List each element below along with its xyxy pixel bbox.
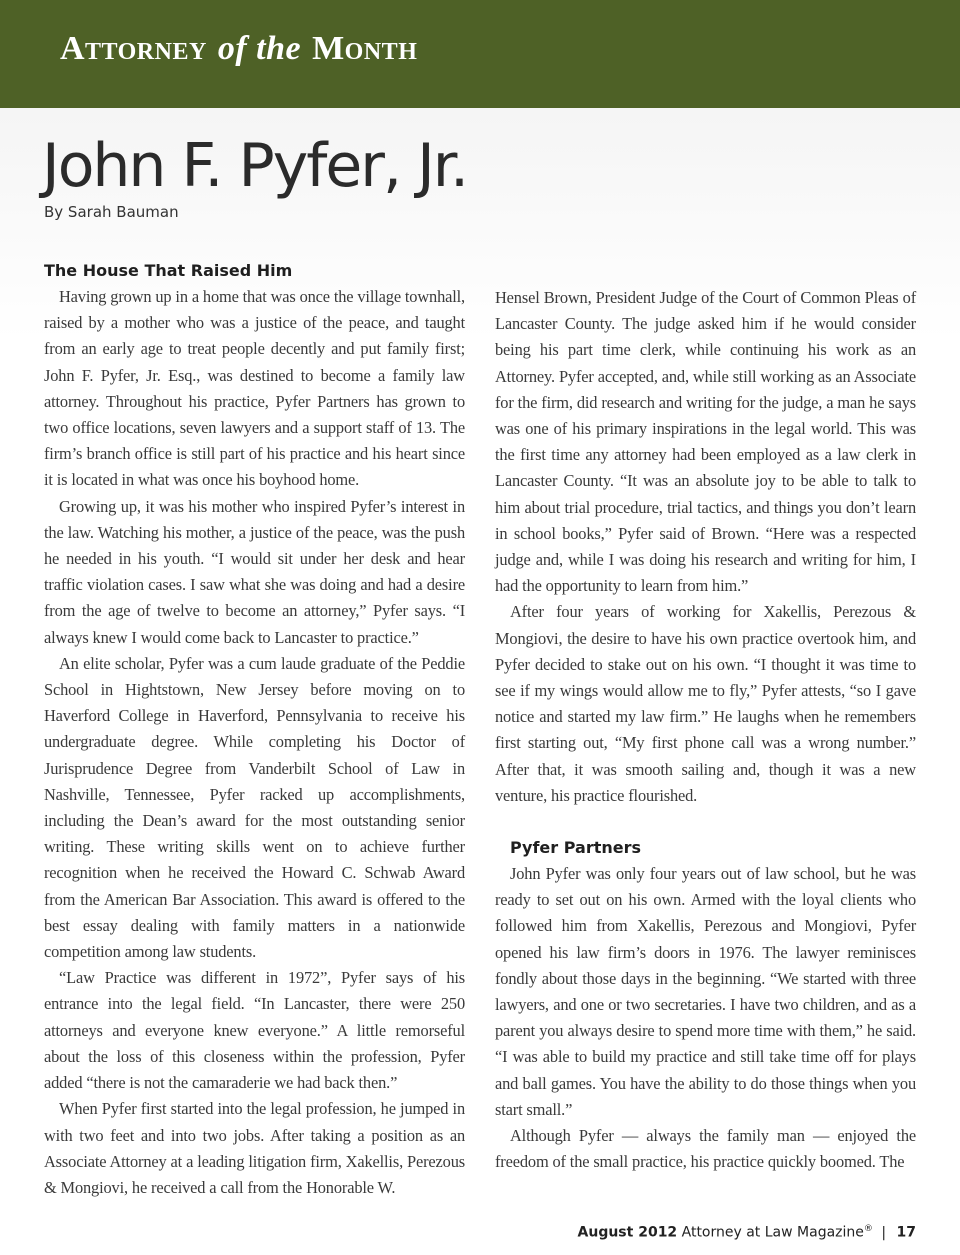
article-title: John F. Pyfer, Jr. <box>42 131 468 201</box>
registered-mark: ® <box>863 1224 873 1234</box>
section-title-part1: Attorney <box>60 30 207 67</box>
issue-date: August 2012 <box>577 1224 678 1241</box>
left-column <box>44 258 465 1201</box>
section-banner <box>0 0 960 108</box>
section-title-part2: Month <box>312 30 418 67</box>
paragraph: When Pyfer first started into the legal profession, he jumped in with two feet and into two jobs. After taking a position as an Associate Attorney at a leading litigation firm, Xakellis, Perezous & Mongiovi, he received a call from the Honorable W. <box>44 1099 465 1197</box>
footer-separator: | <box>881 1224 887 1241</box>
paragraph: Hensel Brown, President Judge of the Court of Common Pleas of Lancaster County. The judge asked him if he would consider being his part time clerk, while continuing his work as an Attorney. Pyfer accepted, and, while still working as an Associate for the firm, did research and writing for the judge, a man he says was one of his primary inspirations in the legal world. This was the first time any attorney had been employed as a law clerk in Lancaster County. “It was an absolute joy to be able to talk to him about trial procedure, trial tactics, and things you don’t learn in school books,” Pyfer said of Brown. “Here was a respected judge and, while I was doing his research and writing for him, I had the opportunity to learn from him.” <box>495 288 916 596</box>
page-footer <box>578 1218 916 1244</box>
paragraph: “Law Practice was different in 1972”, Pyfer says of his entrance into the legal field. “In Lancaster, there were 250 attorneys and everyone knew everyone.” A little remorseful about the loss of this closeness within the profession, Pyfer added “there is not the camaraderie we had back then.” <box>44 968 465 1093</box>
right-column <box>495 285 916 1176</box>
publication-name: Attorney at Law Magazine <box>681 1224 864 1241</box>
paragraph: Growing up, it was his mother who inspired Pyfer’s interest in the law. Watching his mother, a justice of the peace, was the push he needed in his youth. “I would sit under her desk and hear traffic violation cases. I saw what she was doing and had a desire from the age of twelve to become an attorney,” Pyfer says. “I always knew I would come back to Lancaster to practice.” <box>44 496 465 647</box>
paragraph: Although Pyfer — always the family man — enjoyed the freedom of the small practice, his practice quickly boomed. The <box>495 1126 916 1172</box>
page-number: 17 <box>896 1224 916 1241</box>
paragraph: An elite scholar, Pyfer was a cum laude graduate of the Peddie School in Hightstown, New Jersey before moving on to Haverford College in Haverford, Pennsylvania to receive his undergraduate degree. While completing his Doctor of Jurisprudence Degree from Vanderbilt School of Law in Nashville, Tennessee, Pyfer racked up accomplishments, including the Dean’s award for the most outstanding senior writing. These writing skills went on to achieve further recognition when he received the Howard C. Schwab Award from the American Bar Association. This award is offered to the best essay dealing with family matters in a nationwide competition among law students. <box>44 653 465 962</box>
section-heading: The House That Raised Him <box>44 261 293 280</box>
section-heading: Pyfer Partners <box>510 838 642 858</box>
section-title <box>60 24 417 74</box>
paragraph: John Pyfer was only four years out of law school, but he was ready to set out on his own. Armed with the loyal clients who followed him from Xakellis, Perezous and Mongiovi, Pyfer opened his law firm’s doors in 1976. The lawyer reminisces fondly about those days in the beginning. “We started with three lawyers, and one or two secretaries. I have two children, and as a parent you always desire to spend more time with them,” he said. “I was able to build my practice and still take time off for plays and ball games. You have the ability to do those things when you start small.” <box>495 864 916 1119</box>
byline: By Sarah Bauman <box>44 203 179 221</box>
section-title-italic: of the <box>217 30 302 67</box>
paragraph: Having grown up in a home that was once the village townhall, raised by a mother who was a justice of the peace, and taught from an early age to treat people decently and put family first; John F. Pyfer, Jr. Esq., was destined to become a family law attorney. Throughout his practice, Pyfer Partners has grown to two office locations, seven lawyers and a support staff of 13. The firm’s branch office is still part of his practice and his heart since it is located in what was once his boyhood home. <box>44 287 465 490</box>
paragraph: After four years of working for Xakellis, Perezous & Mongiovi, the desire to have his own practice overtook him, and Pyfer decided to stake out on his own. “I thought it was time to see if my wings would allow me to fly,” Pyfer attests, “so I gave notice and started my law firm.” He laughs when he remembers first starting out, “My first phone call was a wrong number.” After that, it was smooth sailing and, though it was a new venture, his practice flourished. <box>495 602 916 805</box>
